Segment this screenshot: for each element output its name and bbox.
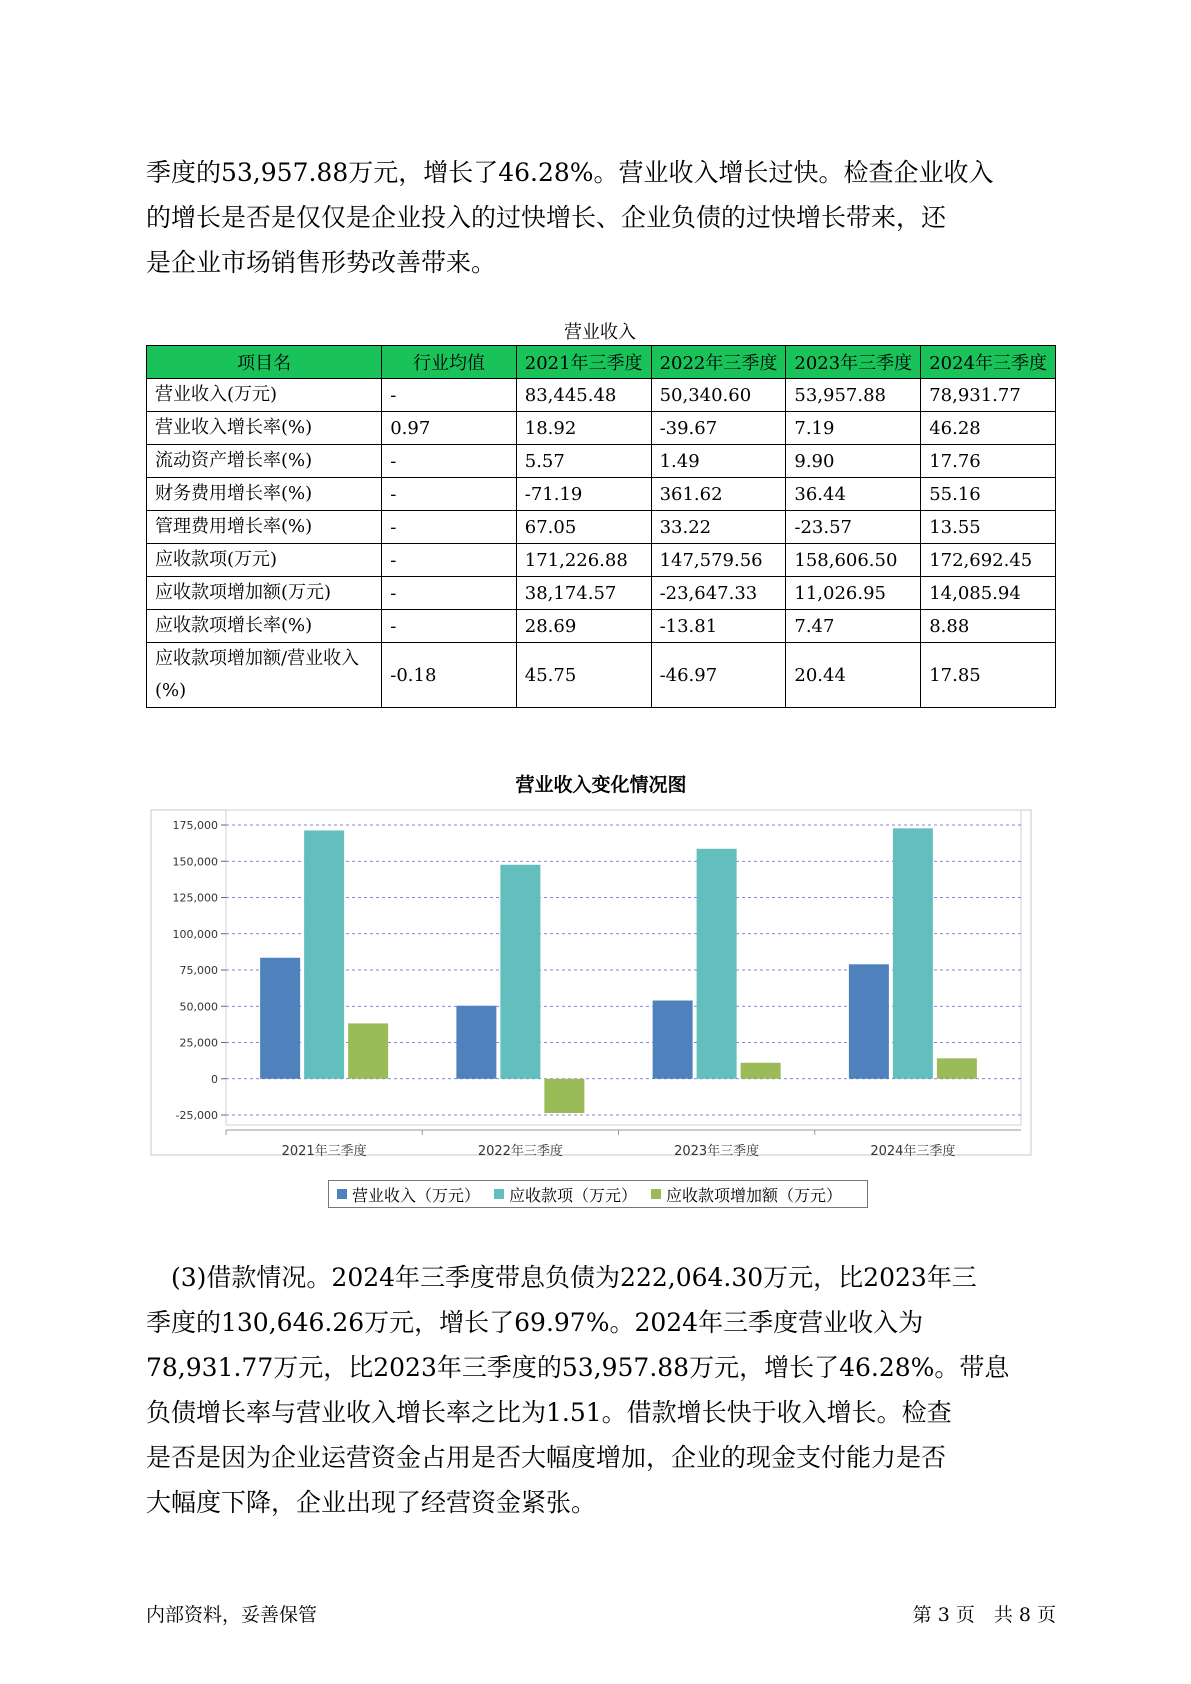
table-cell: - — [382, 478, 517, 511]
row-label: 应收款项(万元) — [147, 544, 382, 577]
table-cell: -46.97 — [651, 643, 786, 708]
x-tick-label: 2023年三季度 — [674, 1144, 760, 1159]
table-cell: 1.49 — [651, 445, 786, 478]
bar — [260, 958, 300, 1079]
row-label: 财务费用增长率(%) — [147, 478, 382, 511]
y-tick-label: -25,000 — [175, 1109, 218, 1122]
table-cell: 45.75 — [516, 643, 651, 708]
text-line: 是企业市场销售形势改善带来。 — [146, 248, 497, 277]
table-cell: 7.47 — [786, 610, 921, 643]
table-cell: -0.18 — [382, 643, 517, 708]
table-cell: 0.97 — [382, 412, 517, 445]
table-cell: 55.16 — [921, 478, 1056, 511]
table-cell: -23.57 — [786, 511, 921, 544]
y-tick-label: 0 — [211, 1072, 218, 1086]
table-row — [147, 445, 1056, 478]
text-line: 季度的53,957.88万元，增长了46.28%。营业收入增长过快。检查企业收入 — [146, 158, 994, 187]
row-label: 应收款项增加额/营业收入(%) — [147, 643, 382, 708]
table-cell: 20.44 — [786, 643, 921, 708]
table-row — [147, 379, 1056, 412]
text-line: 是否是因为企业运营资金占用是否大幅度增加，企业的现金支付能力是否 — [146, 1443, 947, 1472]
revenue-bar-chart — [146, 805, 1046, 1175]
table-cell: 18.92 — [516, 412, 651, 445]
table-cell: 8.88 — [921, 610, 1056, 643]
table-cell: - — [382, 445, 517, 478]
legend-item — [494, 1183, 637, 1206]
table-cell: - — [382, 511, 517, 544]
table-cell: 14,085.94 — [921, 577, 1056, 610]
legend-label: 应收款项（万元） — [509, 1185, 638, 1205]
table-cell: 28.69 — [516, 610, 651, 643]
y-tick-label: 100,000 — [172, 927, 218, 941]
table-row — [147, 478, 1056, 511]
legend-item — [651, 1183, 842, 1206]
header-cell: 2024年三季度 — [921, 346, 1056, 379]
table-cell: - — [382, 610, 517, 643]
text-line: 负债增长率与营业收入增长率之比为1.51。借款增长快于收入增长。检查 — [146, 1398, 952, 1427]
header-cell: 2022年三季度 — [651, 346, 786, 379]
bar — [500, 865, 540, 1079]
chart-legend — [328, 1180, 868, 1208]
bar — [849, 964, 889, 1078]
table-cell: - — [382, 379, 517, 412]
table-row — [147, 511, 1056, 544]
row-label: 管理费用增长率(%) — [147, 511, 382, 544]
legend-swatch — [337, 1189, 347, 1199]
legend-swatch — [651, 1189, 661, 1199]
table-cell: 83,445.48 — [516, 379, 651, 412]
x-tick-label: 2024年三季度 — [870, 1144, 956, 1159]
table-row — [147, 577, 1056, 610]
table-cell: -39.67 — [651, 412, 786, 445]
text-line: 的增长是否是仅仅是企业投入的过快增长、企业负债的过快增长带来，还 — [146, 203, 947, 232]
text-line: (3)借款情况。2024年三季度带息负债为222,064.30万元，比2023年三 — [146, 1263, 977, 1292]
header-cell: 项目名 — [147, 346, 382, 379]
text-line: 季度的130,646.26万元，增长了69.97%。2024年三季度营业收入为 — [146, 1308, 924, 1337]
header-cell: 2023年三季度 — [786, 346, 921, 379]
table-cell: 11,026.95 — [786, 577, 921, 610]
y-tick-label: 75,000 — [179, 964, 218, 977]
table-cell: 147,579.56 — [651, 544, 786, 577]
row-label: 营业收入(万元) — [147, 379, 382, 412]
table-cell: 36.44 — [786, 478, 921, 511]
row-label: 流动资产增长率(%) — [147, 445, 382, 478]
table-cell: 78,931.77 — [921, 379, 1056, 412]
y-tick-label: 25,000 — [179, 1036, 218, 1050]
y-tick-label: 150,000 — [172, 855, 218, 869]
table-cell: 361.62 — [651, 478, 786, 511]
footer-confidential: 内部资料，妥善保管 — [146, 1604, 318, 1626]
table-cell: 33.22 — [651, 511, 786, 544]
table-header-row — [147, 346, 1056, 379]
x-tick-label: 2022年三季度 — [477, 1144, 563, 1159]
bar — [741, 1063, 781, 1079]
bar — [937, 1058, 977, 1078]
table-cell: 17.85 — [921, 643, 1056, 708]
y-tick-label: 175,000 — [172, 819, 218, 832]
table-cell: 13.55 — [921, 511, 1056, 544]
legend-swatch — [494, 1189, 504, 1199]
table-row — [147, 643, 1056, 708]
row-label: 应收款项增加额(万元) — [147, 577, 382, 610]
y-tick-label: 50,000 — [179, 1000, 218, 1014]
table-cell: -71.19 — [516, 478, 651, 511]
table-row — [147, 610, 1056, 643]
row-label: 应收款项增长率(%) — [147, 610, 382, 643]
legend-label: 应收款项增加额（万元） — [666, 1185, 843, 1205]
table-cell: 50,340.60 — [651, 379, 786, 412]
bar — [544, 1079, 584, 1113]
table-cell: -23,647.33 — [651, 577, 786, 610]
table-cell: 67.05 — [516, 511, 651, 544]
paragraph-borrowing — [146, 1255, 1056, 1525]
header-cell: 2021年三季度 — [516, 346, 651, 379]
bar — [697, 849, 737, 1079]
bar — [893, 828, 933, 1078]
bar — [348, 1023, 388, 1078]
table-cell: - — [382, 577, 517, 610]
legend-item — [337, 1183, 480, 1206]
bar — [456, 1006, 496, 1079]
table-cell: 171,226.88 — [516, 544, 651, 577]
table-cell: 53,957.88 — [786, 379, 921, 412]
text-line: 大幅度下降，企业出现了经营资金紧张。 — [146, 1488, 597, 1517]
table-cell: - — [382, 544, 517, 577]
text-line: 78,931.77万元，比2023年三季度的53,957.88万元，增长了46.28%。带息 — [146, 1353, 1010, 1382]
header-cell: 行业均值 — [382, 346, 517, 379]
table-cell: 158,606.50 — [786, 544, 921, 577]
bar — [653, 1001, 693, 1079]
footer-page-number: 第 3 页 共 8 页 — [912, 1604, 1056, 1626]
y-tick-label: 125,000 — [172, 891, 218, 905]
chart-title: 营业收入变化情况图 — [515, 774, 687, 796]
table-cell: 17.76 — [921, 445, 1056, 478]
table-cell: 38,174.57 — [516, 577, 651, 610]
bar — [304, 830, 344, 1078]
table-cell: -13.81 — [651, 610, 786, 643]
revenue-table — [146, 345, 1056, 708]
table-cell: 46.28 — [921, 412, 1056, 445]
table-caption: 营业收入 — [564, 322, 636, 343]
table-cell: 7.19 — [786, 412, 921, 445]
row-label: 营业收入增长率(%) — [147, 412, 382, 445]
paragraph-revenue-intro — [146, 150, 1056, 285]
table-cell: 5.57 — [516, 445, 651, 478]
table-row — [147, 412, 1056, 445]
table-cell: 172,692.45 — [921, 544, 1056, 577]
table-cell: 9.90 — [786, 445, 921, 478]
x-tick-label: 2021年三季度 — [281, 1144, 367, 1159]
table-row — [147, 544, 1056, 577]
legend-label: 营业收入（万元） — [352, 1185, 481, 1205]
